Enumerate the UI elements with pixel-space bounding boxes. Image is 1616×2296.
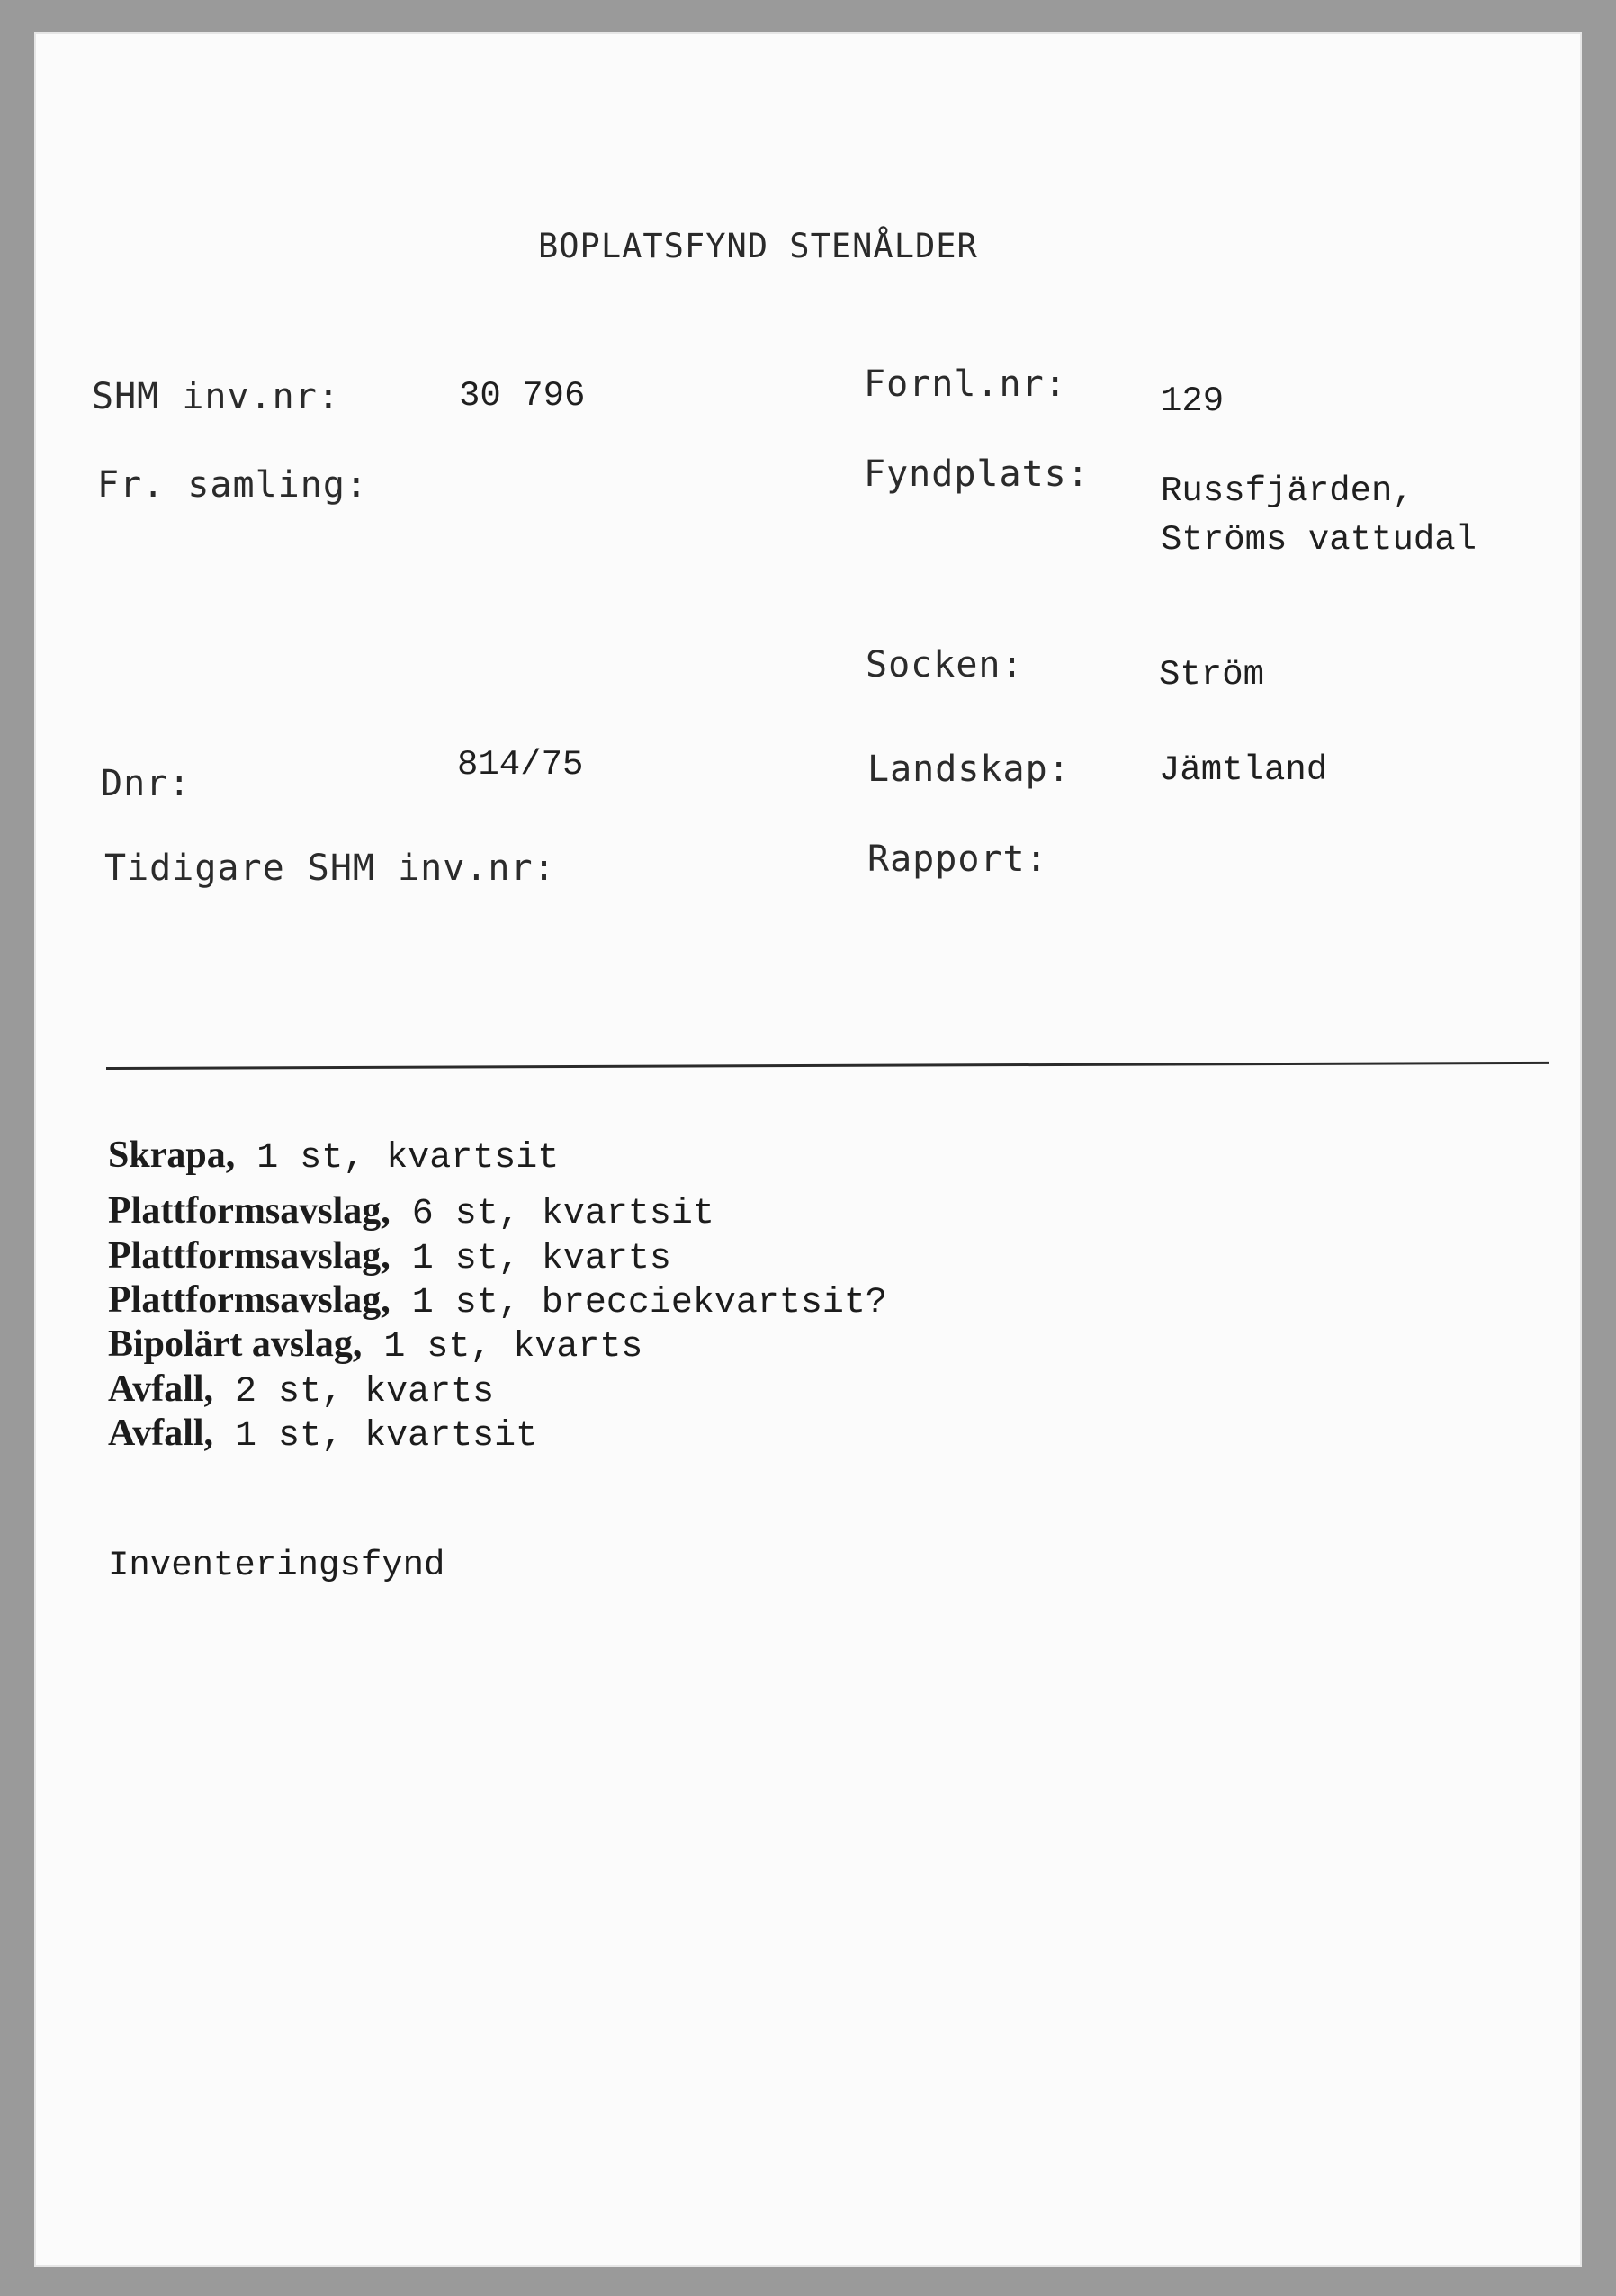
fornl-label: Fornl.nr: xyxy=(864,363,1067,405)
find-item-name: Avfall, xyxy=(108,1368,214,1410)
find-item-name: Avfall, xyxy=(108,1413,214,1454)
find-item xyxy=(108,1278,887,1323)
find-item-name: Bipolärt avslag, xyxy=(108,1323,363,1365)
shm-inv-value: 30 796 xyxy=(459,376,586,416)
find-item-name: Skrapa, xyxy=(108,1135,236,1176)
footer-note: Inventeringsfynd xyxy=(108,1546,445,1585)
find-item-detail: 6 st, kvartsit xyxy=(390,1194,714,1234)
shm-inv-label: SHM inv.nr: xyxy=(92,376,340,417)
dnr-value: 814/75 xyxy=(457,745,584,785)
find-item-detail: 1 st, kvarts xyxy=(390,1239,671,1279)
find-item xyxy=(108,1412,537,1457)
fyndplats-line-2: Ströms vattudal xyxy=(1161,520,1477,560)
page-title: BOPLATSFYND STENÅLDER xyxy=(538,227,978,265)
tidigare-shm-label: Tidigare SHM inv.nr: xyxy=(104,848,556,889)
fyndplats-line-1: Russfjärden, xyxy=(1161,471,1414,511)
find-item-detail: 1 st, kvarts xyxy=(362,1327,643,1368)
find-item-name: Plattformsavslag, xyxy=(108,1235,391,1277)
fornl-value: 129 xyxy=(1161,381,1225,421)
find-item xyxy=(108,1368,494,1413)
find-item xyxy=(108,1134,559,1179)
find-item xyxy=(108,1189,714,1234)
landskap-value: Jämtland xyxy=(1159,750,1328,790)
fr-samling-label: Fr. samling: xyxy=(97,464,368,506)
find-item xyxy=(108,1323,642,1368)
find-item-name: Plattformsavslag, xyxy=(108,1279,391,1321)
socken-value: Ström xyxy=(1159,655,1265,695)
landskap-label: Landskap: xyxy=(867,749,1071,790)
dnr-label: Dnr: xyxy=(101,763,192,804)
find-item-detail: 2 st, kvarts xyxy=(213,1372,495,1413)
find-item-detail: 1 st, brecciekvartsit? xyxy=(390,1283,887,1323)
fyndplats-label: Fyndplats: xyxy=(864,453,1090,495)
find-item-name: Plattformsavslag, xyxy=(108,1190,391,1232)
socken-label: Socken: xyxy=(866,644,1024,686)
find-item-detail: 1 st, kvartsit xyxy=(213,1416,538,1457)
rapport-label: Rapport: xyxy=(867,839,1048,880)
find-item xyxy=(108,1234,671,1279)
find-item-detail: 1 st, kvartsit xyxy=(235,1138,560,1179)
